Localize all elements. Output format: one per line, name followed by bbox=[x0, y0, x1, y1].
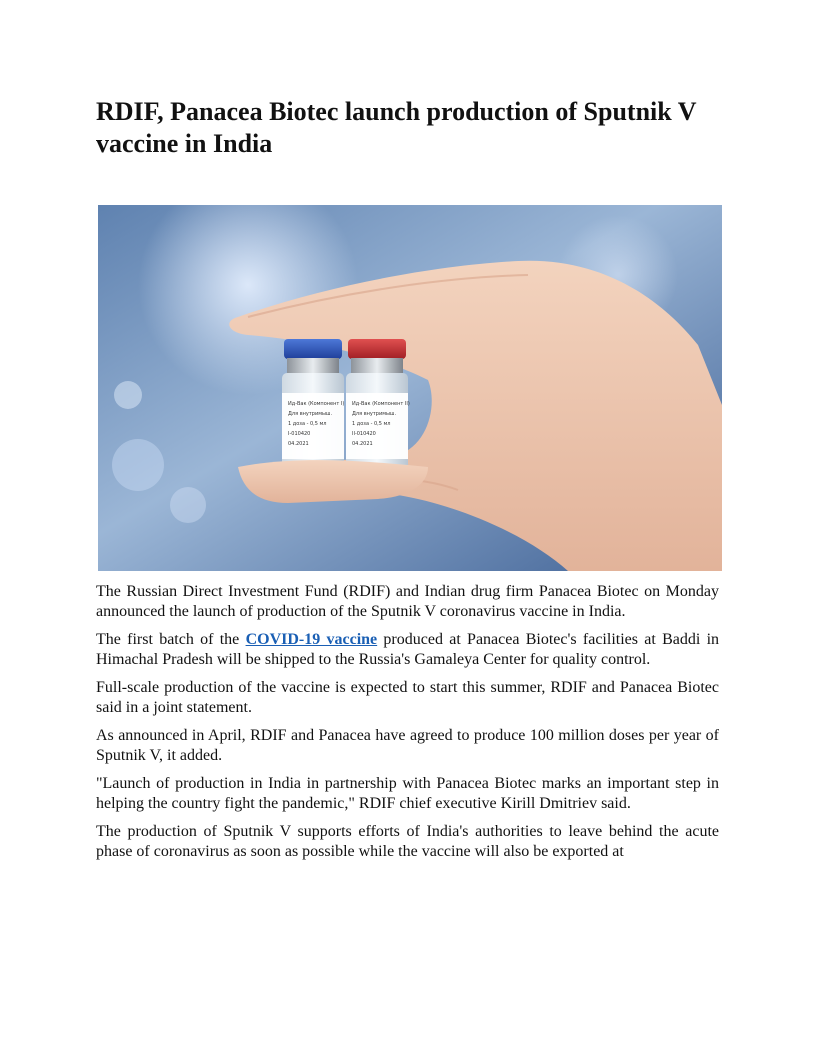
svg-text:04.2021: 04.2021 bbox=[352, 441, 373, 447]
svg-text:1 доза - 0,5 мл: 1 доза - 0,5 мл bbox=[288, 421, 327, 427]
covid-19-vaccine-link[interactable]: COVID-19 vaccine bbox=[245, 631, 378, 648]
paragraph-6: The production of Sputnik V supports efforts of India's authorities to leave behind the acute phase of coronavirus as soon as possible while the vaccine will also be exported at bbox=[96, 823, 719, 860]
paragraph-2-rest: produced at Panacea Biotec's facilities at Baddi in Himachal Pradesh will be shipped to the Russia's Gamaleya Center for quality control. bbox=[96, 631, 720, 668]
vaccine-vials-photo bbox=[98, 205, 722, 571]
vial-blue bbox=[282, 339, 344, 473]
svg-text:Для внутримыш.: Для внутримыш. bbox=[352, 411, 397, 417]
paragraph-5: "Launch of production in India in partnership with Panacea Biotec marks an important step in helping the country fight the pandemic," RDIF chief executive Kirill Dmitriev said. bbox=[96, 775, 719, 812]
vial-red bbox=[346, 339, 410, 473]
paragraph-2 bbox=[96, 630, 719, 669]
paragraph-1: The Russian Direct Investment Fund (RDIF) and Indian drug firm Panacea Biotec on Monday announced the launch of production of the Sputnik V coronavirus vaccine in India. bbox=[96, 583, 719, 620]
svg-text:II-010420: II-010420 bbox=[352, 431, 376, 437]
article-body bbox=[96, 582, 719, 870]
vial-right-label: Ид-Вак (Компонент II) bbox=[352, 401, 410, 407]
svg-text:I-010420: I-010420 bbox=[288, 431, 311, 437]
article-title: RDIF, Panacea Biotec launch production of Sputnik V vaccine in India bbox=[96, 97, 697, 158]
paragraph-4: As announced in April, RDIF and Panacea have agreed to produce 100 million doses per year of Sputnik V, it added. bbox=[96, 727, 719, 764]
svg-text:Для внутримыш.: Для внутримыш. bbox=[288, 411, 333, 417]
vial-left-label: Ид-Вак (Компонент I) bbox=[288, 401, 345, 407]
paragraph-2-lead: The first batch of the bbox=[96, 631, 246, 648]
paragraph-3: Full-scale production of the vaccine is expected to start this summer, RDIF and Panacea Biotec said in a joint statement. bbox=[96, 679, 719, 716]
svg-text:04.2021: 04.2021 bbox=[288, 441, 309, 447]
svg-text:1 доза - 0,5 мл: 1 доза - 0,5 мл bbox=[352, 421, 391, 427]
